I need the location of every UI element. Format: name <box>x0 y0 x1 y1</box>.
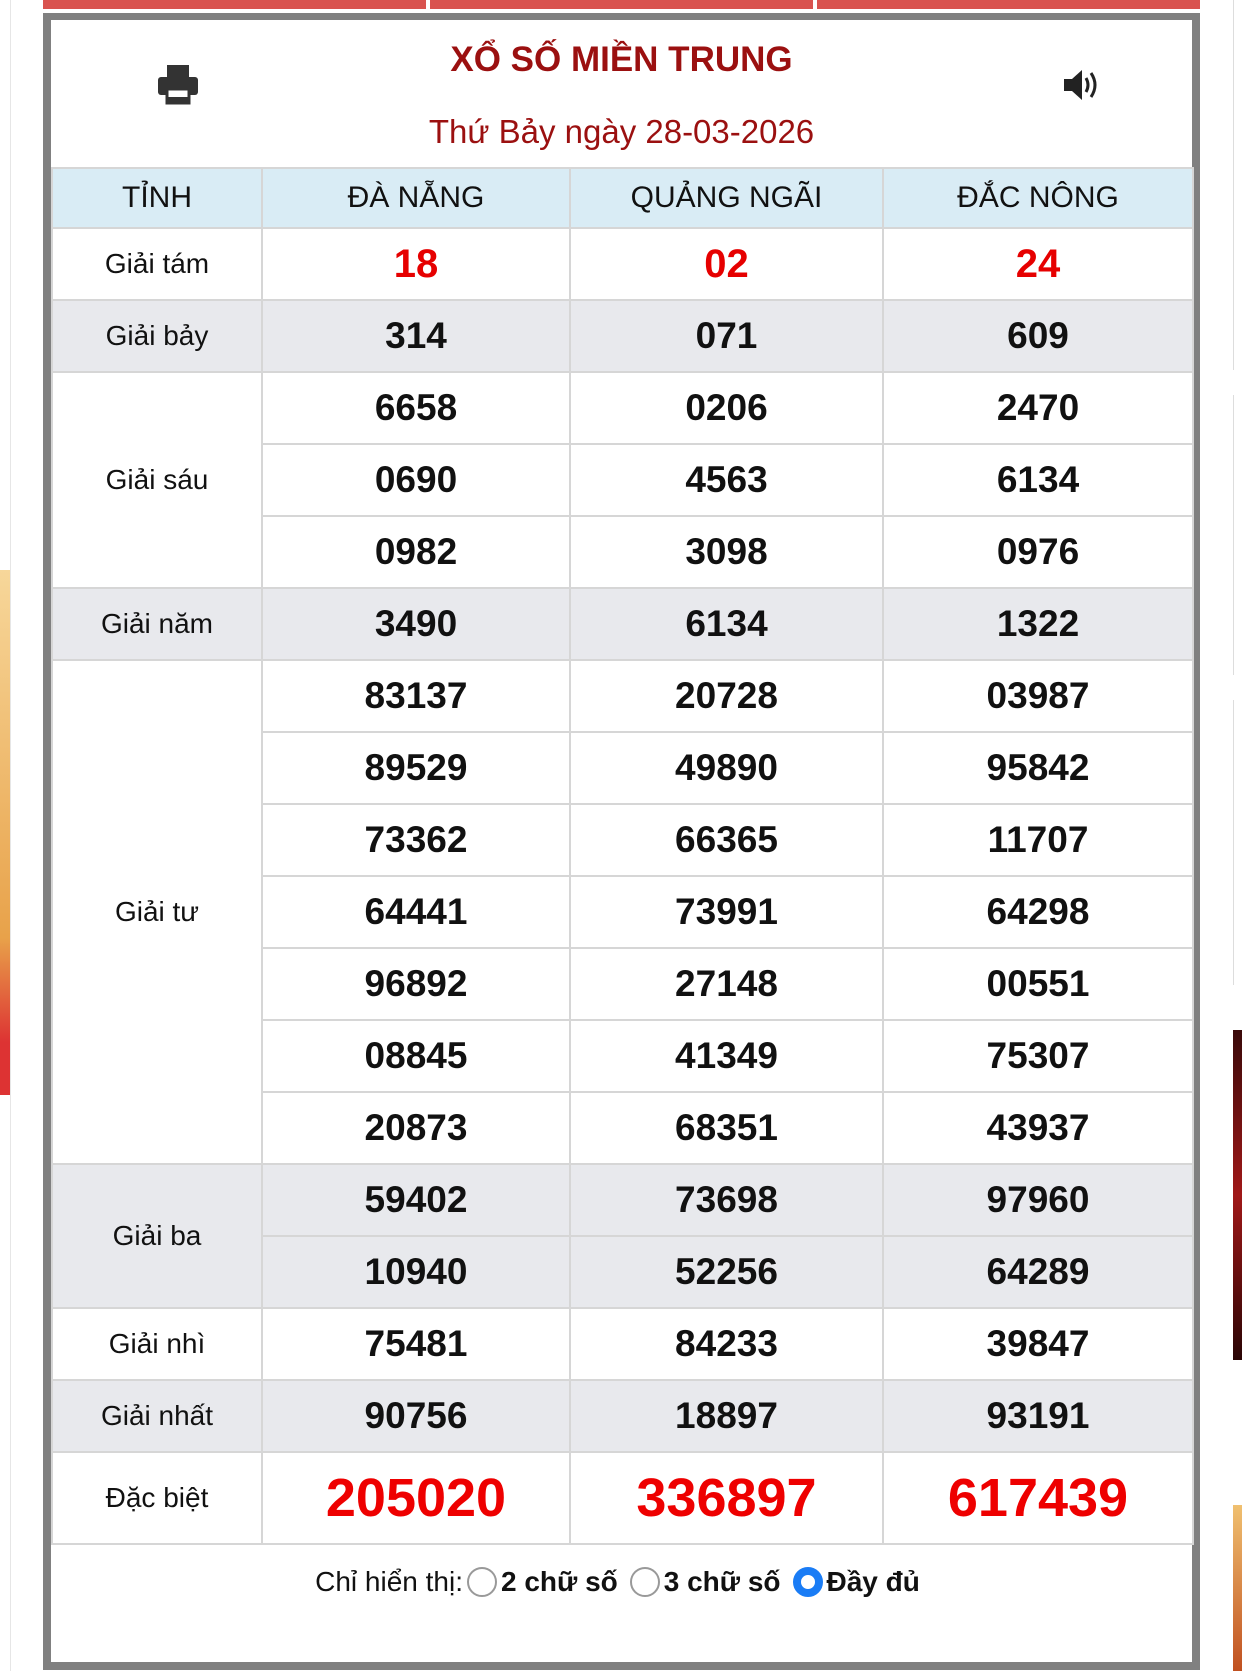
nav-tab[interactable] <box>43 0 426 9</box>
prize-number: 73991 <box>570 876 883 948</box>
prize-number: 97960 <box>883 1164 1193 1236</box>
speaker-icon[interactable] <box>1061 67 1101 103</box>
prize-number: 10940 <box>262 1236 570 1308</box>
prize-number: 6658 <box>262 372 570 444</box>
prize-label: Giải bảy <box>52 300 262 372</box>
prize-row <box>52 372 1193 444</box>
radio-3-digits[interactable] <box>630 1567 660 1597</box>
prize-row <box>52 300 1193 372</box>
prize-number: 20728 <box>570 660 883 732</box>
prize-number: 93191 <box>883 1380 1193 1452</box>
prize-number: 59402 <box>262 1164 570 1236</box>
column-header-province: TỈNH <box>52 168 262 228</box>
prize-number: 4563 <box>570 444 883 516</box>
prize-number: 64441 <box>262 876 570 948</box>
prize-number: 66365 <box>570 804 883 876</box>
results-table <box>51 167 1194 1545</box>
prize-label: Giải năm <box>52 588 262 660</box>
prize-label: Giải nhất <box>52 1380 262 1452</box>
prize-label: Giải tám <box>52 228 262 300</box>
prize-number: 20873 <box>262 1092 570 1164</box>
prize-label: Giải sáu <box>52 372 262 588</box>
prize-label: Giải ba <box>52 1164 262 1308</box>
prize-number: 0206 <box>570 372 883 444</box>
table-header-row <box>52 168 1193 228</box>
right-sidebar <box>1233 0 1242 1671</box>
prize-number: 52256 <box>570 1236 883 1308</box>
prize-number: 314 <box>262 300 570 372</box>
prize-number: 0976 <box>883 516 1193 588</box>
radio-full[interactable] <box>793 1567 823 1597</box>
option-3-digits-label[interactable]: 3 chữ số <box>663 1566 781 1597</box>
prize-number: 73698 <box>570 1164 883 1236</box>
prize-number: 24 <box>883 228 1193 300</box>
prize-label: Đặc biệt <box>52 1452 262 1544</box>
draw-date: Thứ Bảy ngày 28-03-2026 <box>428 113 815 150</box>
top-nav-bar <box>43 0 1200 9</box>
prize-number: 89529 <box>262 732 570 804</box>
prize-number: 336897 <box>570 1452 883 1544</box>
prize-row <box>52 1380 1193 1452</box>
prize-number: 2470 <box>883 372 1193 444</box>
prize-row <box>52 660 1193 732</box>
prize-row <box>52 588 1193 660</box>
display-mode-label: Chỉ hiển thị: <box>315 1566 463 1597</box>
nav-tab[interactable] <box>817 0 1200 9</box>
results-header <box>51 20 1192 167</box>
prize-row <box>52 1164 1193 1236</box>
display-mode-selector <box>51 1545 1192 1619</box>
prize-number: 95842 <box>883 732 1193 804</box>
prize-number: 90756 <box>262 1380 570 1452</box>
prize-number: 08845 <box>262 1020 570 1092</box>
prize-number: 75307 <box>883 1020 1193 1092</box>
prize-number: 84233 <box>570 1308 883 1380</box>
prize-number: 617439 <box>883 1452 1193 1544</box>
prize-number: 6134 <box>570 588 883 660</box>
prize-number: 3098 <box>570 516 883 588</box>
prize-number: 75481 <box>262 1308 570 1380</box>
prize-row <box>52 1452 1193 1544</box>
prize-number: 83137 <box>262 660 570 732</box>
prize-number: 03987 <box>883 660 1193 732</box>
prize-number: 39847 <box>883 1308 1193 1380</box>
prize-number: 64289 <box>883 1236 1193 1308</box>
prize-number: 609 <box>883 300 1193 372</box>
prize-label: Giải tư <box>52 660 262 1164</box>
prize-number: 27148 <box>570 948 883 1020</box>
prize-number: 64298 <box>883 876 1193 948</box>
prize-number: 3490 <box>262 588 570 660</box>
banner-ad[interactable] <box>1233 1030 1242 1360</box>
prize-number: 11707 <box>883 804 1193 876</box>
prize-number: 41349 <box>570 1020 883 1092</box>
prize-number: 02 <box>570 228 883 300</box>
column-header-da-nang: ĐÀ NẴNG <box>262 168 570 228</box>
prize-number: 73362 <box>262 804 570 876</box>
prize-row <box>52 1308 1193 1380</box>
prize-number: 0982 <box>262 516 570 588</box>
option-2-digits-label[interactable]: 2 chữ số <box>500 1566 618 1597</box>
page-title: XỔ SỐ MIỀN TRUNG <box>450 40 793 79</box>
prize-number: 00551 <box>883 948 1193 1020</box>
nav-tab[interactable] <box>430 0 813 9</box>
prize-label: Giải nhì <box>52 1308 262 1380</box>
radio-2-digits[interactable] <box>467 1567 497 1597</box>
banner-ad[interactable] <box>0 570 10 1095</box>
left-sidebar <box>0 0 11 1671</box>
prize-number: 68351 <box>570 1092 883 1164</box>
column-header-dac-nong: ĐẮC NÔNG <box>883 168 1193 228</box>
prize-number: 071 <box>570 300 883 372</box>
prize-number: 49890 <box>570 732 883 804</box>
prize-number: 96892 <box>262 948 570 1020</box>
results-panel <box>43 13 1200 1670</box>
prize-number: 205020 <box>262 1452 570 1544</box>
prize-number: 43937 <box>883 1092 1193 1164</box>
column-header-quang-ngai: QUẢNG NGÃI <box>570 168 883 228</box>
prize-number: 6134 <box>883 444 1193 516</box>
prize-number: 18897 <box>570 1380 883 1452</box>
prize-number: 18 <box>262 228 570 300</box>
banner-ad[interactable] <box>1233 1505 1242 1671</box>
prize-number: 1322 <box>883 588 1193 660</box>
option-full-label[interactable]: Đầy đủ <box>826 1566 920 1597</box>
prize-row <box>52 228 1193 300</box>
prize-number: 0690 <box>262 444 570 516</box>
